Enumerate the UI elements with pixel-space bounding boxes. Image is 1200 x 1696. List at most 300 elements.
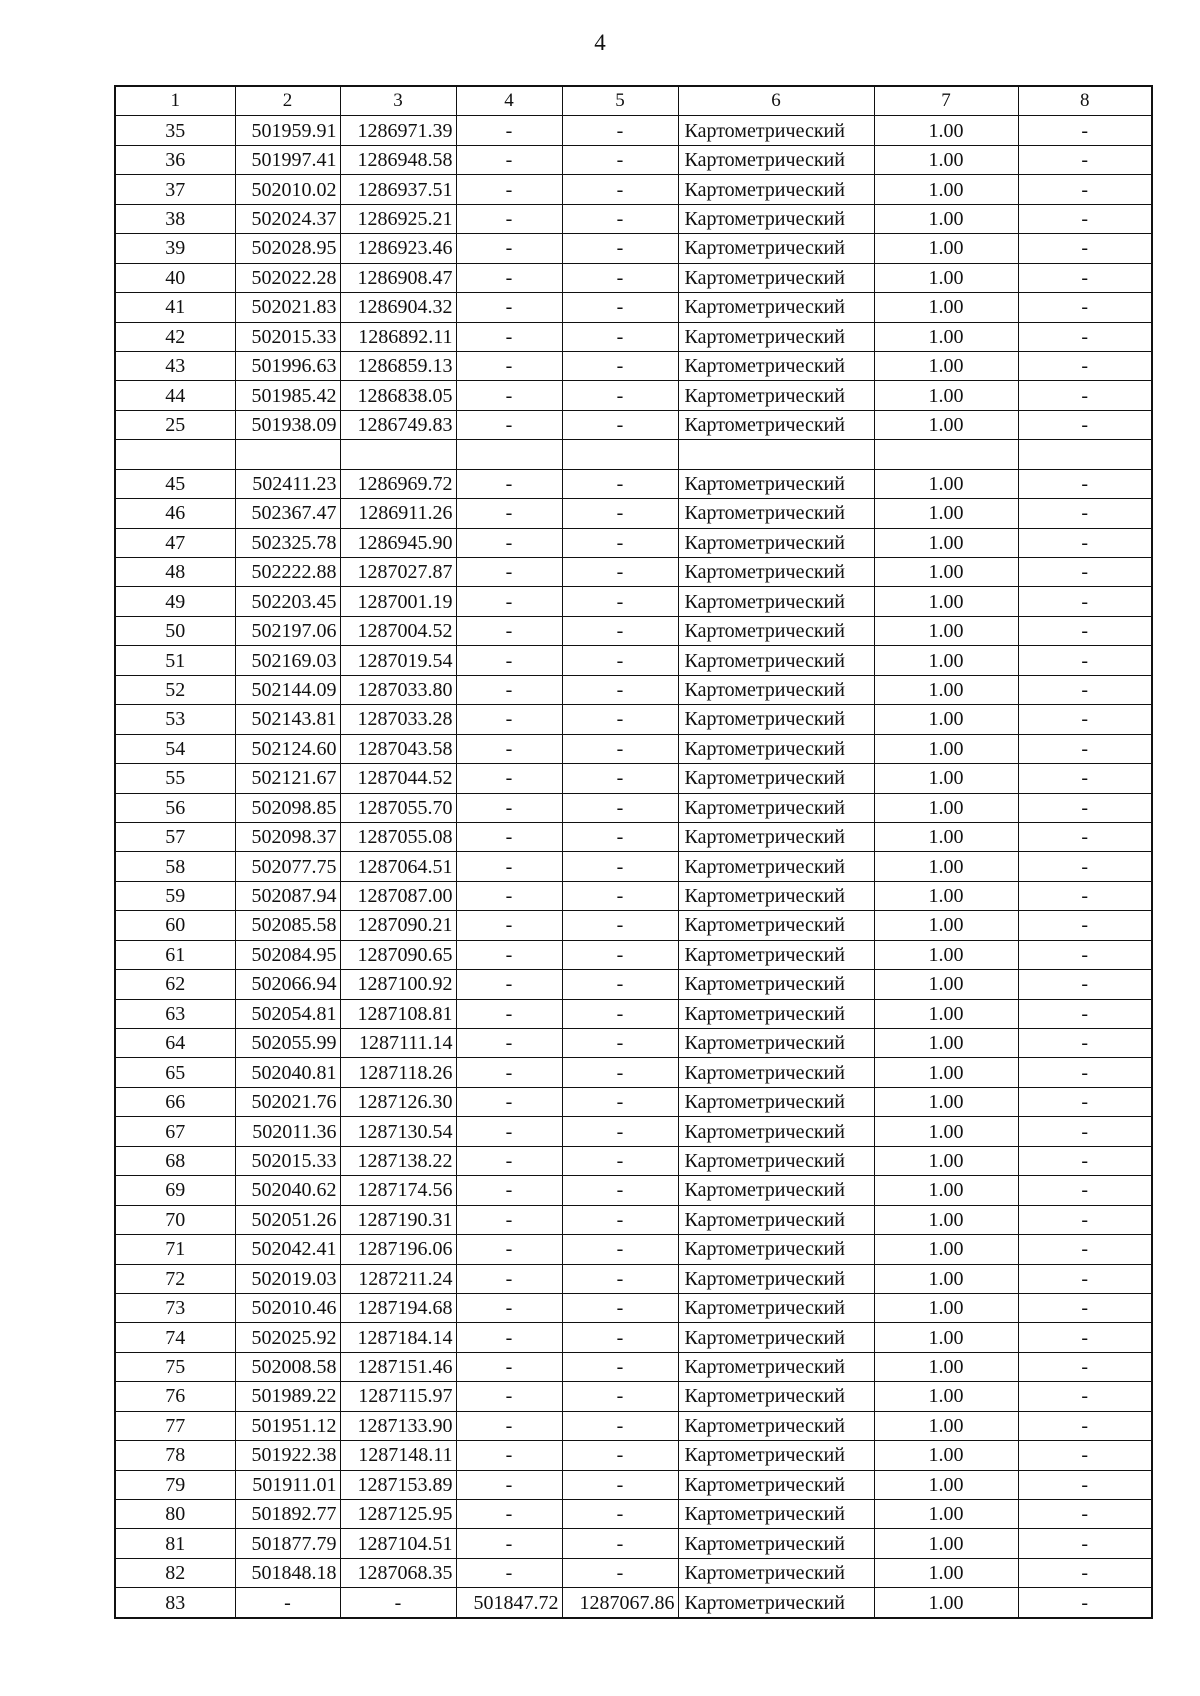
table-cell: - bbox=[1018, 351, 1152, 380]
table-cell: - bbox=[562, 116, 678, 145]
table-cell: - bbox=[1018, 1352, 1152, 1381]
table-cell: 502015.33 bbox=[235, 322, 340, 351]
table-cell: - bbox=[1018, 734, 1152, 763]
header-cell: 6 bbox=[678, 86, 874, 116]
table-cell: 502144.09 bbox=[235, 675, 340, 704]
table-cell: Картометрический bbox=[678, 381, 874, 410]
table-cell: - bbox=[562, 764, 678, 793]
table-cell: 1287055.08 bbox=[340, 822, 456, 851]
table-cell: 502011.36 bbox=[235, 1117, 340, 1146]
table-cell: - bbox=[456, 970, 562, 999]
table-cell: 1.00 bbox=[874, 1323, 1018, 1352]
table-cell bbox=[678, 440, 874, 469]
page-number: 4 bbox=[594, 30, 606, 55]
table-cell: - bbox=[456, 263, 562, 292]
table-cell: - bbox=[456, 204, 562, 233]
table-cell: - bbox=[562, 646, 678, 675]
table-cell: 1287130.54 bbox=[340, 1117, 456, 1146]
table-cell: 1.00 bbox=[874, 204, 1018, 233]
table-cell: 1.00 bbox=[874, 940, 1018, 969]
table-cell: 50 bbox=[115, 616, 235, 645]
table-cell: - bbox=[1018, 1382, 1152, 1411]
table-cell: - bbox=[456, 881, 562, 910]
table-cell: 1287190.31 bbox=[340, 1205, 456, 1234]
table-cell: 1.00 bbox=[874, 322, 1018, 351]
table-cell: 1.00 bbox=[874, 1588, 1018, 1618]
table-cell: Картометрический bbox=[678, 1058, 874, 1087]
table-cell: 1287100.92 bbox=[340, 970, 456, 999]
table-cell: - bbox=[1018, 1205, 1152, 1234]
table-cell: - bbox=[1018, 1558, 1152, 1587]
table-cell: - bbox=[456, 1176, 562, 1205]
table-cell: 61 bbox=[115, 940, 235, 969]
table-cell: - bbox=[1018, 1117, 1152, 1146]
table-cell: 1.00 bbox=[874, 175, 1018, 204]
table-cell: - bbox=[456, 852, 562, 881]
table-cell: - bbox=[456, 499, 562, 528]
table-cell: 1287148.11 bbox=[340, 1441, 456, 1470]
table-cell: 501985.42 bbox=[235, 381, 340, 410]
table-cell: - bbox=[1018, 558, 1152, 587]
table-row bbox=[115, 116, 1152, 145]
table-cell: 1287090.65 bbox=[340, 940, 456, 969]
table-row bbox=[115, 852, 1152, 881]
table-cell: - bbox=[562, 1235, 678, 1264]
table-cell: 1.00 bbox=[874, 293, 1018, 322]
table-row bbox=[115, 145, 1152, 174]
table-cell: 502025.92 bbox=[235, 1323, 340, 1352]
table-cell: - bbox=[562, 616, 678, 645]
table-cell: 1287196.06 bbox=[340, 1235, 456, 1264]
table-row bbox=[115, 1558, 1152, 1587]
table-cell: 1.00 bbox=[874, 1029, 1018, 1058]
table-cell: Картометрический bbox=[678, 764, 874, 793]
table-cell: 502084.95 bbox=[235, 940, 340, 969]
table-cell: 1287151.46 bbox=[340, 1352, 456, 1381]
table-cell: - bbox=[456, 1411, 562, 1440]
table-cell: 80 bbox=[115, 1500, 235, 1529]
table-cell: - bbox=[456, 1529, 562, 1558]
table-row bbox=[115, 616, 1152, 645]
table-cell: Картометрический bbox=[678, 734, 874, 763]
table-cell: Картометрический bbox=[678, 322, 874, 351]
table-cell: 75 bbox=[115, 1352, 235, 1381]
table-cell: 1287019.54 bbox=[340, 646, 456, 675]
table-cell: 68 bbox=[115, 1146, 235, 1175]
table-row bbox=[115, 175, 1152, 204]
table-cell: 56 bbox=[115, 793, 235, 822]
table-row bbox=[115, 999, 1152, 1028]
table-cell: 502054.81 bbox=[235, 999, 340, 1028]
table-cell: - bbox=[456, 322, 562, 351]
table-cell: 502008.58 bbox=[235, 1352, 340, 1381]
table-cell: Картометрический bbox=[678, 263, 874, 292]
table-cell: - bbox=[562, 1029, 678, 1058]
table-cell: - bbox=[562, 1352, 678, 1381]
table-row bbox=[115, 499, 1152, 528]
table-row bbox=[115, 646, 1152, 675]
table-cell: 1.00 bbox=[874, 646, 1018, 675]
table-cell: 1.00 bbox=[874, 705, 1018, 734]
table-cell: 502325.78 bbox=[235, 528, 340, 557]
table-row bbox=[115, 1588, 1152, 1618]
table-cell: 502169.03 bbox=[235, 646, 340, 675]
table-cell: 63 bbox=[115, 999, 235, 1028]
table-cell: 502010.46 bbox=[235, 1293, 340, 1322]
table-cell: 1287194.68 bbox=[340, 1293, 456, 1322]
table-cell: - bbox=[456, 1470, 562, 1499]
table-cell: - bbox=[562, 911, 678, 940]
table-cell: Картометрический bbox=[678, 1529, 874, 1558]
table-cell: - bbox=[1018, 263, 1152, 292]
table-cell: - bbox=[456, 469, 562, 498]
table-row bbox=[115, 204, 1152, 233]
table-cell: - bbox=[1018, 587, 1152, 616]
table-cell: Картометрический bbox=[678, 1235, 874, 1264]
table-cell: - bbox=[1018, 410, 1152, 439]
table-cell: - bbox=[562, 587, 678, 616]
table-cell: Картометрический bbox=[678, 852, 874, 881]
table-row bbox=[115, 1323, 1152, 1352]
table-cell: 1287090.21 bbox=[340, 911, 456, 940]
table-cell: Картометрический bbox=[678, 822, 874, 851]
table-cell: 502098.85 bbox=[235, 793, 340, 822]
table-cell: - bbox=[456, 1058, 562, 1087]
table-cell: Картометрический bbox=[678, 351, 874, 380]
table-cell: 1287115.97 bbox=[340, 1382, 456, 1411]
table-cell: 67 bbox=[115, 1117, 235, 1146]
table-row bbox=[115, 587, 1152, 616]
table-cell: - bbox=[1018, 1323, 1152, 1352]
table-cell: - bbox=[456, 1558, 562, 1587]
table-cell: Картометрический bbox=[678, 1029, 874, 1058]
table-cell: 501877.79 bbox=[235, 1529, 340, 1558]
table-cell: - bbox=[456, 381, 562, 410]
table-cell: - bbox=[562, 1087, 678, 1116]
table-cell: 1287104.51 bbox=[340, 1529, 456, 1558]
table-cell: Картометрический bbox=[678, 940, 874, 969]
table-cell: 53 bbox=[115, 705, 235, 734]
table-row bbox=[115, 1117, 1152, 1146]
table-cell: 501892.77 bbox=[235, 1500, 340, 1529]
table-cell: - bbox=[1018, 1470, 1152, 1499]
table-cell: 46 bbox=[115, 499, 235, 528]
table-cell: Картометрический bbox=[678, 1411, 874, 1440]
table-cell: 502042.41 bbox=[235, 1235, 340, 1264]
table-cell: 43 bbox=[115, 351, 235, 380]
table-row bbox=[115, 764, 1152, 793]
table-cell: - bbox=[456, 1352, 562, 1381]
table-cell: Картометрический bbox=[678, 1323, 874, 1352]
table-cell: 502010.02 bbox=[235, 175, 340, 204]
table-cell: - bbox=[562, 734, 678, 763]
table-cell: Картометрический bbox=[678, 1558, 874, 1587]
table-row bbox=[115, 970, 1152, 999]
table-cell: 1286838.05 bbox=[340, 381, 456, 410]
table-cell: - bbox=[456, 734, 562, 763]
table-cell: 1286892.11 bbox=[340, 322, 456, 351]
table-cell: - bbox=[456, 410, 562, 439]
table-cell: - bbox=[456, 822, 562, 851]
table-cell: Картометрический bbox=[678, 705, 874, 734]
table-cell: 502085.58 bbox=[235, 911, 340, 940]
table-cell: 42 bbox=[115, 322, 235, 351]
table-cell: - bbox=[456, 1323, 562, 1352]
table-cell: 1287064.51 bbox=[340, 852, 456, 881]
table-cell: 25 bbox=[115, 410, 235, 439]
table-cell: 1287033.80 bbox=[340, 675, 456, 704]
table-cell: 1.00 bbox=[874, 1470, 1018, 1499]
table-row bbox=[115, 1264, 1152, 1293]
table-cell: 501911.01 bbox=[235, 1470, 340, 1499]
table-cell: 48 bbox=[115, 558, 235, 587]
table-cell: 1.00 bbox=[874, 881, 1018, 910]
table-cell: 1.00 bbox=[874, 822, 1018, 851]
table-cell: - bbox=[340, 1588, 456, 1618]
table-cell: 502124.60 bbox=[235, 734, 340, 763]
table-cell: 502087.94 bbox=[235, 881, 340, 910]
table-cell: 51 bbox=[115, 646, 235, 675]
table-cell: 502015.33 bbox=[235, 1146, 340, 1175]
table-cell: 1.00 bbox=[874, 852, 1018, 881]
table-cell: 1287055.70 bbox=[340, 793, 456, 822]
table-cell: 58 bbox=[115, 852, 235, 881]
table-cell: 501997.41 bbox=[235, 145, 340, 174]
table-cell: - bbox=[562, 1411, 678, 1440]
table-cell: Картометрический bbox=[678, 675, 874, 704]
table-cell: 1.00 bbox=[874, 1441, 1018, 1470]
table-cell: - bbox=[1018, 528, 1152, 557]
table-cell: 1287138.22 bbox=[340, 1146, 456, 1175]
header-cell: 2 bbox=[235, 86, 340, 116]
table-cell: - bbox=[1018, 616, 1152, 645]
table-row bbox=[115, 881, 1152, 910]
table-cell: 76 bbox=[115, 1382, 235, 1411]
table-cell: 1287027.87 bbox=[340, 558, 456, 587]
table-cell: 1286971.39 bbox=[340, 116, 456, 145]
table-cell: - bbox=[235, 1588, 340, 1618]
table-cell: - bbox=[456, 793, 562, 822]
table-row bbox=[115, 1235, 1152, 1264]
table-cell: 1286859.13 bbox=[340, 351, 456, 380]
table-cell: 1287184.14 bbox=[340, 1323, 456, 1352]
table-cell: 1.00 bbox=[874, 1117, 1018, 1146]
table-cell: - bbox=[456, 940, 562, 969]
table-cell: - bbox=[1018, 1058, 1152, 1087]
table-cell: 1.00 bbox=[874, 1500, 1018, 1529]
table-cell: - bbox=[1018, 116, 1152, 145]
header-cell: 8 bbox=[1018, 86, 1152, 116]
table-row bbox=[115, 1087, 1152, 1116]
table-row bbox=[115, 1470, 1152, 1499]
table-cell: - bbox=[562, 881, 678, 910]
table-cell: - bbox=[456, 293, 562, 322]
table-cell: 74 bbox=[115, 1323, 235, 1352]
table-cell: 1287126.30 bbox=[340, 1087, 456, 1116]
table-cell: 66 bbox=[115, 1087, 235, 1116]
table-cell: Картометрический bbox=[678, 1264, 874, 1293]
table-row bbox=[115, 1205, 1152, 1234]
table-cell: 83 bbox=[115, 1588, 235, 1618]
table-cell: - bbox=[1018, 852, 1152, 881]
table-cell: - bbox=[456, 234, 562, 263]
table-cell: Картометрический bbox=[678, 793, 874, 822]
table-cell: - bbox=[456, 1293, 562, 1322]
table-cell: 1286911.26 bbox=[340, 499, 456, 528]
table-cell: - bbox=[456, 646, 562, 675]
table-cell: 501848.18 bbox=[235, 1558, 340, 1587]
table-row bbox=[115, 440, 1152, 469]
table-cell: 1287118.26 bbox=[340, 1058, 456, 1087]
table-cell: 1287004.52 bbox=[340, 616, 456, 645]
table-cell: - bbox=[456, 1029, 562, 1058]
table-cell: 70 bbox=[115, 1205, 235, 1234]
table-cell: 1.00 bbox=[874, 675, 1018, 704]
table-cell: 41 bbox=[115, 293, 235, 322]
table-cell: 81 bbox=[115, 1529, 235, 1558]
table-cell: Картометрический bbox=[678, 234, 874, 263]
table-cell: - bbox=[562, 1293, 678, 1322]
table-cell: 1.00 bbox=[874, 410, 1018, 439]
table-cell: 502024.37 bbox=[235, 204, 340, 233]
table-cell: 35 bbox=[115, 116, 235, 145]
table-cell: - bbox=[1018, 145, 1152, 174]
table-cell: - bbox=[1018, 1235, 1152, 1264]
table-cell: - bbox=[1018, 1293, 1152, 1322]
table-row bbox=[115, 705, 1152, 734]
table-cell: 38 bbox=[115, 204, 235, 233]
table-cell: - bbox=[456, 1117, 562, 1146]
table-cell: - bbox=[562, 351, 678, 380]
table-cell: 1286904.32 bbox=[340, 293, 456, 322]
table-cell: - bbox=[1018, 234, 1152, 263]
table-cell: Картометрический bbox=[678, 1293, 874, 1322]
table-row bbox=[115, 469, 1152, 498]
table-cell: 1.00 bbox=[874, 999, 1018, 1028]
table-cell: 1287111.14 bbox=[340, 1029, 456, 1058]
table-cell: 1.00 bbox=[874, 1205, 1018, 1234]
table-cell: 1.00 bbox=[874, 1235, 1018, 1264]
table-cell: 502022.28 bbox=[235, 263, 340, 292]
table-cell: 1286948.58 bbox=[340, 145, 456, 174]
table-cell: - bbox=[456, 764, 562, 793]
table-cell: - bbox=[1018, 381, 1152, 410]
table-cell: - bbox=[456, 1441, 562, 1470]
table-cell: - bbox=[1018, 881, 1152, 910]
table-cell: Картометрический bbox=[678, 204, 874, 233]
table-cell: 1286937.51 bbox=[340, 175, 456, 204]
table-cell: Картометрический bbox=[678, 1441, 874, 1470]
table-cell bbox=[340, 440, 456, 469]
table-row bbox=[115, 1529, 1152, 1558]
table-row bbox=[115, 1352, 1152, 1381]
table-cell: 1.00 bbox=[874, 1529, 1018, 1558]
table-cell: - bbox=[562, 558, 678, 587]
table-cell: Картометрический bbox=[678, 970, 874, 999]
table-cell bbox=[562, 440, 678, 469]
table-cell: - bbox=[1018, 1264, 1152, 1293]
table-cell: Картометрический bbox=[678, 1205, 874, 1234]
table-cell: 79 bbox=[115, 1470, 235, 1499]
table-cell: 55 bbox=[115, 764, 235, 793]
table-cell: - bbox=[456, 1205, 562, 1234]
table-cell: 72 bbox=[115, 1264, 235, 1293]
table-cell: - bbox=[562, 234, 678, 263]
table-cell: - bbox=[456, 999, 562, 1028]
header-cell: 4 bbox=[456, 86, 562, 116]
table-cell: 502040.81 bbox=[235, 1058, 340, 1087]
table-cell: - bbox=[562, 940, 678, 969]
table-cell: 1.00 bbox=[874, 116, 1018, 145]
table-cell bbox=[1018, 440, 1152, 469]
table-cell: 502098.37 bbox=[235, 822, 340, 851]
table-cell: - bbox=[456, 587, 562, 616]
table-cell: 502019.03 bbox=[235, 1264, 340, 1293]
table-row bbox=[115, 263, 1152, 292]
table-cell bbox=[115, 440, 235, 469]
table-cell: - bbox=[1018, 499, 1152, 528]
table-cell: 1.00 bbox=[874, 764, 1018, 793]
table-cell: 1287001.19 bbox=[340, 587, 456, 616]
table-cell: - bbox=[1018, 1500, 1152, 1529]
table-cell: - bbox=[562, 1117, 678, 1146]
table-cell: 60 bbox=[115, 911, 235, 940]
table-cell: 502197.06 bbox=[235, 616, 340, 645]
table-cell: Картометрический bbox=[678, 528, 874, 557]
table-cell bbox=[235, 440, 340, 469]
table-cell: 501938.09 bbox=[235, 410, 340, 439]
table-cell: - bbox=[562, 999, 678, 1028]
table-cell: - bbox=[562, 852, 678, 881]
table-cell: 1287067.86 bbox=[562, 1588, 678, 1618]
table-cell: - bbox=[1018, 646, 1152, 675]
table-row bbox=[115, 734, 1152, 763]
table-cell: - bbox=[1018, 1029, 1152, 1058]
table-row bbox=[115, 675, 1152, 704]
table-cell: - bbox=[456, 175, 562, 204]
table-cell: Картометрический bbox=[678, 1146, 874, 1175]
table-cell: - bbox=[562, 1146, 678, 1175]
table-cell: Картометрический bbox=[678, 145, 874, 174]
table-cell: - bbox=[562, 528, 678, 557]
table-cell: - bbox=[562, 1058, 678, 1087]
table-cell: 1.00 bbox=[874, 1264, 1018, 1293]
table-cell: 1286908.47 bbox=[340, 263, 456, 292]
table-cell: - bbox=[562, 1382, 678, 1411]
table-cell: - bbox=[1018, 1176, 1152, 1205]
table-row bbox=[115, 351, 1152, 380]
table-cell: 1.00 bbox=[874, 469, 1018, 498]
table-cell: 1287068.35 bbox=[340, 1558, 456, 1587]
table-cell: 78 bbox=[115, 1441, 235, 1470]
table-cell: 501847.72 bbox=[456, 1588, 562, 1618]
table-cell: - bbox=[1018, 999, 1152, 1028]
table-cell: - bbox=[1018, 940, 1152, 969]
table-cell: - bbox=[562, 970, 678, 999]
table-cell: - bbox=[456, 1235, 562, 1264]
table-cell: - bbox=[562, 793, 678, 822]
table-cell: - bbox=[562, 705, 678, 734]
table-cell: Картометрический bbox=[678, 558, 874, 587]
table-cell: - bbox=[456, 1264, 562, 1293]
table-cell: 1.00 bbox=[874, 734, 1018, 763]
table-cell: - bbox=[562, 1441, 678, 1470]
table-row bbox=[115, 1029, 1152, 1058]
table-cell: - bbox=[562, 293, 678, 322]
table-cell: - bbox=[562, 1176, 678, 1205]
table-cell: 73 bbox=[115, 1293, 235, 1322]
table-row bbox=[115, 1500, 1152, 1529]
